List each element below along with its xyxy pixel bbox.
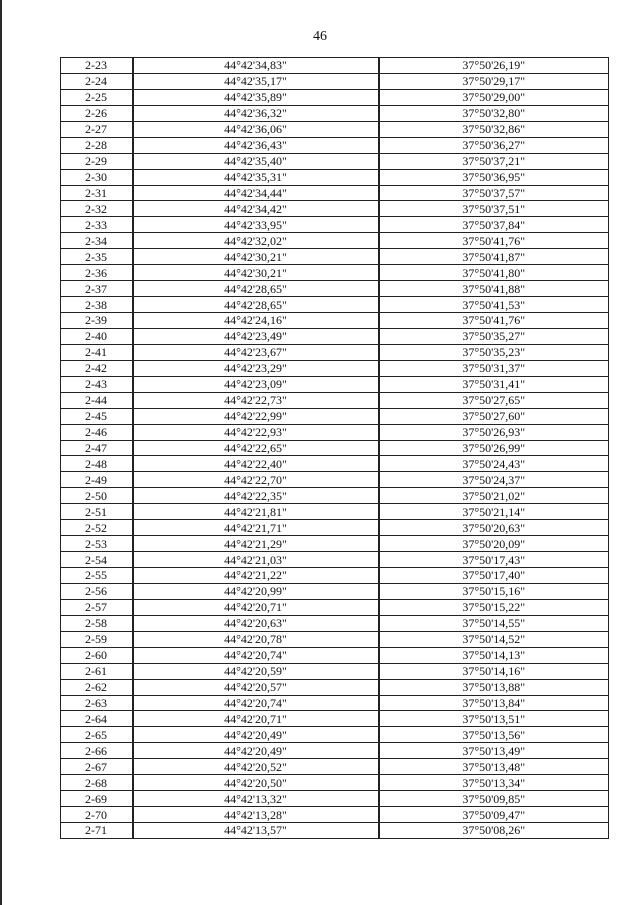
table-row (61, 631, 609, 647)
latitude-cell: 44°42'33,95" (133, 217, 379, 233)
point-number-cell: 2-64 (61, 711, 133, 727)
table-row (61, 823, 609, 839)
point-number-cell: 2-70 (61, 807, 133, 823)
latitude-cell: 44°42'36,43" (133, 137, 379, 153)
longitude-cell: 37°50'35,27" (379, 328, 609, 344)
point-number-cell: 2-53 (61, 536, 133, 552)
latitude-cell: 44°42'34,83" (133, 58, 379, 74)
longitude-cell: 37°50'24,43" (379, 456, 609, 472)
point-number-cell: 2-50 (61, 488, 133, 504)
longitude-cell: 37°50'21,02" (379, 488, 609, 504)
point-number-cell: 2-44 (61, 392, 133, 408)
table-row (61, 440, 609, 456)
longitude-cell: 37°50'31,41" (379, 376, 609, 392)
point-number-cell: 2-61 (61, 663, 133, 679)
point-number-cell: 2-27 (61, 121, 133, 137)
latitude-cell: 44°42'34,42" (133, 201, 379, 217)
latitude-cell: 44°42'22,73" (133, 392, 379, 408)
longitude-cell: 37°50'09,85" (379, 791, 609, 807)
point-number-cell: 2-56 (61, 583, 133, 599)
point-number-cell: 2-47 (61, 440, 133, 456)
longitude-cell: 37°50'37,57" (379, 185, 609, 201)
latitude-cell: 44°42'35,89" (133, 89, 379, 105)
point-number-cell: 2-55 (61, 568, 133, 584)
table-row (61, 328, 609, 344)
point-number-cell: 2-33 (61, 217, 133, 233)
longitude-cell: 37°50'17,43" (379, 552, 609, 568)
table-row (61, 488, 609, 504)
latitude-cell: 44°42'20,78" (133, 631, 379, 647)
table-row (61, 360, 609, 376)
longitude-cell: 37°50'21,14" (379, 504, 609, 520)
latitude-cell: 44°42'20,49" (133, 743, 379, 759)
longitude-cell: 37°50'37,51" (379, 201, 609, 217)
longitude-cell: 37°50'13,84" (379, 695, 609, 711)
point-number-cell: 2-40 (61, 328, 133, 344)
latitude-cell: 44°42'32,02" (133, 233, 379, 249)
point-number-cell: 2-65 (61, 727, 133, 743)
point-number-cell: 2-71 (61, 823, 133, 839)
longitude-cell: 37°50'13,48" (379, 759, 609, 775)
table-row (61, 759, 609, 775)
latitude-cell: 44°42'35,40" (133, 153, 379, 169)
latitude-cell: 44°42'20,99" (133, 583, 379, 599)
table-row (61, 472, 609, 488)
table-row (61, 105, 609, 121)
latitude-cell: 44°42'30,21" (133, 249, 379, 265)
table-row (61, 121, 609, 137)
table-row (61, 376, 609, 392)
table-row (61, 424, 609, 440)
latitude-cell: 44°42'24,16" (133, 313, 379, 329)
longitude-cell: 37°50'13,34" (379, 775, 609, 791)
latitude-cell: 44°42'20,57" (133, 679, 379, 695)
table-row (61, 201, 609, 217)
point-number-cell: 2-28 (61, 137, 133, 153)
table-row (61, 137, 609, 153)
latitude-cell: 44°42'20,71" (133, 711, 379, 727)
point-number-cell: 2-32 (61, 201, 133, 217)
point-number-cell: 2-24 (61, 73, 133, 89)
table-row (61, 663, 609, 679)
table-row (61, 58, 609, 74)
latitude-cell: 44°42'30,21" (133, 265, 379, 281)
point-number-cell: 2-68 (61, 775, 133, 791)
page-number: 46 (313, 29, 327, 44)
table-row (61, 711, 609, 727)
longitude-cell: 37°50'14,52" (379, 631, 609, 647)
point-number-cell: 2-37 (61, 281, 133, 297)
longitude-cell: 37°50'24,37" (379, 472, 609, 488)
point-number-cell: 2-26 (61, 105, 133, 121)
longitude-cell: 37°50'26,99" (379, 440, 609, 456)
latitude-cell: 44°42'36,32" (133, 105, 379, 121)
table-row (61, 552, 609, 568)
longitude-cell: 37°50'27,65" (379, 392, 609, 408)
latitude-cell: 44°42'22,65" (133, 440, 379, 456)
point-number-cell: 2-38 (61, 297, 133, 313)
point-number-cell: 2-54 (61, 552, 133, 568)
table-row (61, 791, 609, 807)
longitude-cell: 37°50'41,53" (379, 297, 609, 313)
longitude-cell: 37°50'32,86" (379, 121, 609, 137)
longitude-cell: 37°50'09,47" (379, 807, 609, 823)
point-number-cell: 2-36 (61, 265, 133, 281)
latitude-cell: 44°42'20,52" (133, 759, 379, 775)
table-row (61, 297, 609, 313)
point-number-cell: 2-43 (61, 376, 133, 392)
latitude-cell: 44°42'28,65" (133, 281, 379, 297)
table-row (61, 169, 609, 185)
latitude-cell: 44°42'20,71" (133, 599, 379, 615)
point-number-cell: 2-51 (61, 504, 133, 520)
point-number-cell: 2-35 (61, 249, 133, 265)
point-number-cell: 2-25 (61, 89, 133, 105)
longitude-cell: 37°50'29,17" (379, 73, 609, 89)
longitude-cell: 37°50'36,27" (379, 137, 609, 153)
point-number-cell: 2-48 (61, 456, 133, 472)
longitude-cell: 37°50'13,51" (379, 711, 609, 727)
table-row (61, 727, 609, 743)
point-number-cell: 2-41 (61, 344, 133, 360)
point-number-cell: 2-67 (61, 759, 133, 775)
point-number-cell: 2-59 (61, 631, 133, 647)
latitude-cell: 44°42'21,22" (133, 568, 379, 584)
scan-edge (0, 0, 2, 905)
longitude-cell: 37°50'13,88" (379, 679, 609, 695)
latitude-cell: 44°42'20,74" (133, 647, 379, 663)
table-row (61, 504, 609, 520)
longitude-cell: 37°50'20,63" (379, 520, 609, 536)
longitude-cell: 37°50'13,49" (379, 743, 609, 759)
table-row (61, 775, 609, 791)
point-number-cell: 2-39 (61, 313, 133, 329)
longitude-cell: 37°50'20,09" (379, 536, 609, 552)
point-number-cell: 2-52 (61, 520, 133, 536)
point-number-cell: 2-66 (61, 743, 133, 759)
longitude-cell: 37°50'08,26" (379, 823, 609, 839)
latitude-cell: 44°42'21,03" (133, 552, 379, 568)
latitude-cell: 44°42'22,35" (133, 488, 379, 504)
longitude-cell: 37°50'35,23" (379, 344, 609, 360)
latitude-cell: 44°42'20,49" (133, 727, 379, 743)
latitude-cell: 44°42'23,67" (133, 344, 379, 360)
latitude-cell: 44°42'21,29" (133, 536, 379, 552)
longitude-cell: 37°50'31,37" (379, 360, 609, 376)
point-number-cell: 2-46 (61, 424, 133, 440)
table-row (61, 265, 609, 281)
table-row (61, 615, 609, 631)
longitude-cell: 37°50'41,88" (379, 281, 609, 297)
longitude-cell: 37°50'37,21" (379, 153, 609, 169)
latitude-cell: 44°42'22,70" (133, 472, 379, 488)
latitude-cell: 44°42'22,93" (133, 424, 379, 440)
latitude-cell: 44°42'20,74" (133, 695, 379, 711)
latitude-cell: 44°42'13,28" (133, 807, 379, 823)
table-row (61, 743, 609, 759)
table-row (61, 520, 609, 536)
point-number-cell: 2-30 (61, 169, 133, 185)
latitude-cell: 44°42'28,65" (133, 297, 379, 313)
longitude-cell: 37°50'41,76" (379, 313, 609, 329)
table-row (61, 456, 609, 472)
latitude-cell: 44°42'36,06" (133, 121, 379, 137)
latitude-cell: 44°42'23,29" (133, 360, 379, 376)
longitude-cell: 37°50'29,00" (379, 89, 609, 105)
latitude-cell: 44°42'35,31" (133, 169, 379, 185)
table-row (61, 583, 609, 599)
longitude-cell: 37°50'15,22" (379, 599, 609, 615)
longitude-cell: 37°50'13,56" (379, 727, 609, 743)
latitude-cell: 44°42'21,81" (133, 504, 379, 520)
latitude-cell: 44°42'22,40" (133, 456, 379, 472)
longitude-cell: 37°50'32,80" (379, 105, 609, 121)
longitude-cell: 37°50'37,84" (379, 217, 609, 233)
point-number-cell: 2-23 (61, 58, 133, 74)
coordinates-table-body (61, 58, 609, 839)
table-row (61, 807, 609, 823)
latitude-cell: 44°42'20,63" (133, 615, 379, 631)
table-row (61, 536, 609, 552)
coordinates-table (60, 57, 609, 839)
point-number-cell: 2-58 (61, 615, 133, 631)
point-number-cell: 2-49 (61, 472, 133, 488)
table-row (61, 679, 609, 695)
table-row (61, 568, 609, 584)
longitude-cell: 37°50'26,93" (379, 424, 609, 440)
point-number-cell: 2-63 (61, 695, 133, 711)
longitude-cell: 37°50'41,80" (379, 265, 609, 281)
latitude-cell: 44°42'21,71" (133, 520, 379, 536)
longitude-cell: 37°50'14,16" (379, 663, 609, 679)
table-row (61, 185, 609, 201)
longitude-cell: 37°50'41,76" (379, 233, 609, 249)
point-number-cell: 2-45 (61, 408, 133, 424)
latitude-cell: 44°42'23,49" (133, 328, 379, 344)
table-row (61, 89, 609, 105)
table-row (61, 408, 609, 424)
table-row (61, 73, 609, 89)
longitude-cell: 37°50'41,87" (379, 249, 609, 265)
table-row (61, 217, 609, 233)
table-row (61, 153, 609, 169)
point-number-cell: 2-69 (61, 791, 133, 807)
latitude-cell: 44°42'13,57" (133, 823, 379, 839)
table-row (61, 313, 609, 329)
latitude-cell: 44°42'13,32" (133, 791, 379, 807)
longitude-cell: 37°50'15,16" (379, 583, 609, 599)
table-row (61, 233, 609, 249)
point-number-cell: 2-29 (61, 153, 133, 169)
table-row (61, 281, 609, 297)
longitude-cell: 37°50'27,60" (379, 408, 609, 424)
table-row (61, 695, 609, 711)
point-number-cell: 2-34 (61, 233, 133, 249)
point-number-cell: 2-60 (61, 647, 133, 663)
point-number-cell: 2-62 (61, 679, 133, 695)
latitude-cell: 44°42'22,99" (133, 408, 379, 424)
table-row (61, 599, 609, 615)
latitude-cell: 44°42'35,17" (133, 73, 379, 89)
latitude-cell: 44°42'20,50" (133, 775, 379, 791)
longitude-cell: 37°50'26,19" (379, 58, 609, 74)
point-number-cell: 2-42 (61, 360, 133, 376)
table-row (61, 344, 609, 360)
table-row (61, 392, 609, 408)
latitude-cell: 44°42'20,59" (133, 663, 379, 679)
longitude-cell: 37°50'36,95" (379, 169, 609, 185)
longitude-cell: 37°50'14,13" (379, 647, 609, 663)
point-number-cell: 2-57 (61, 599, 133, 615)
table-row (61, 249, 609, 265)
point-number-cell: 2-31 (61, 185, 133, 201)
longitude-cell: 37°50'14,55" (379, 615, 609, 631)
table-row (61, 647, 609, 663)
longitude-cell: 37°50'17,40" (379, 568, 609, 584)
latitude-cell: 44°42'23,09" (133, 376, 379, 392)
latitude-cell: 44°42'34,44" (133, 185, 379, 201)
